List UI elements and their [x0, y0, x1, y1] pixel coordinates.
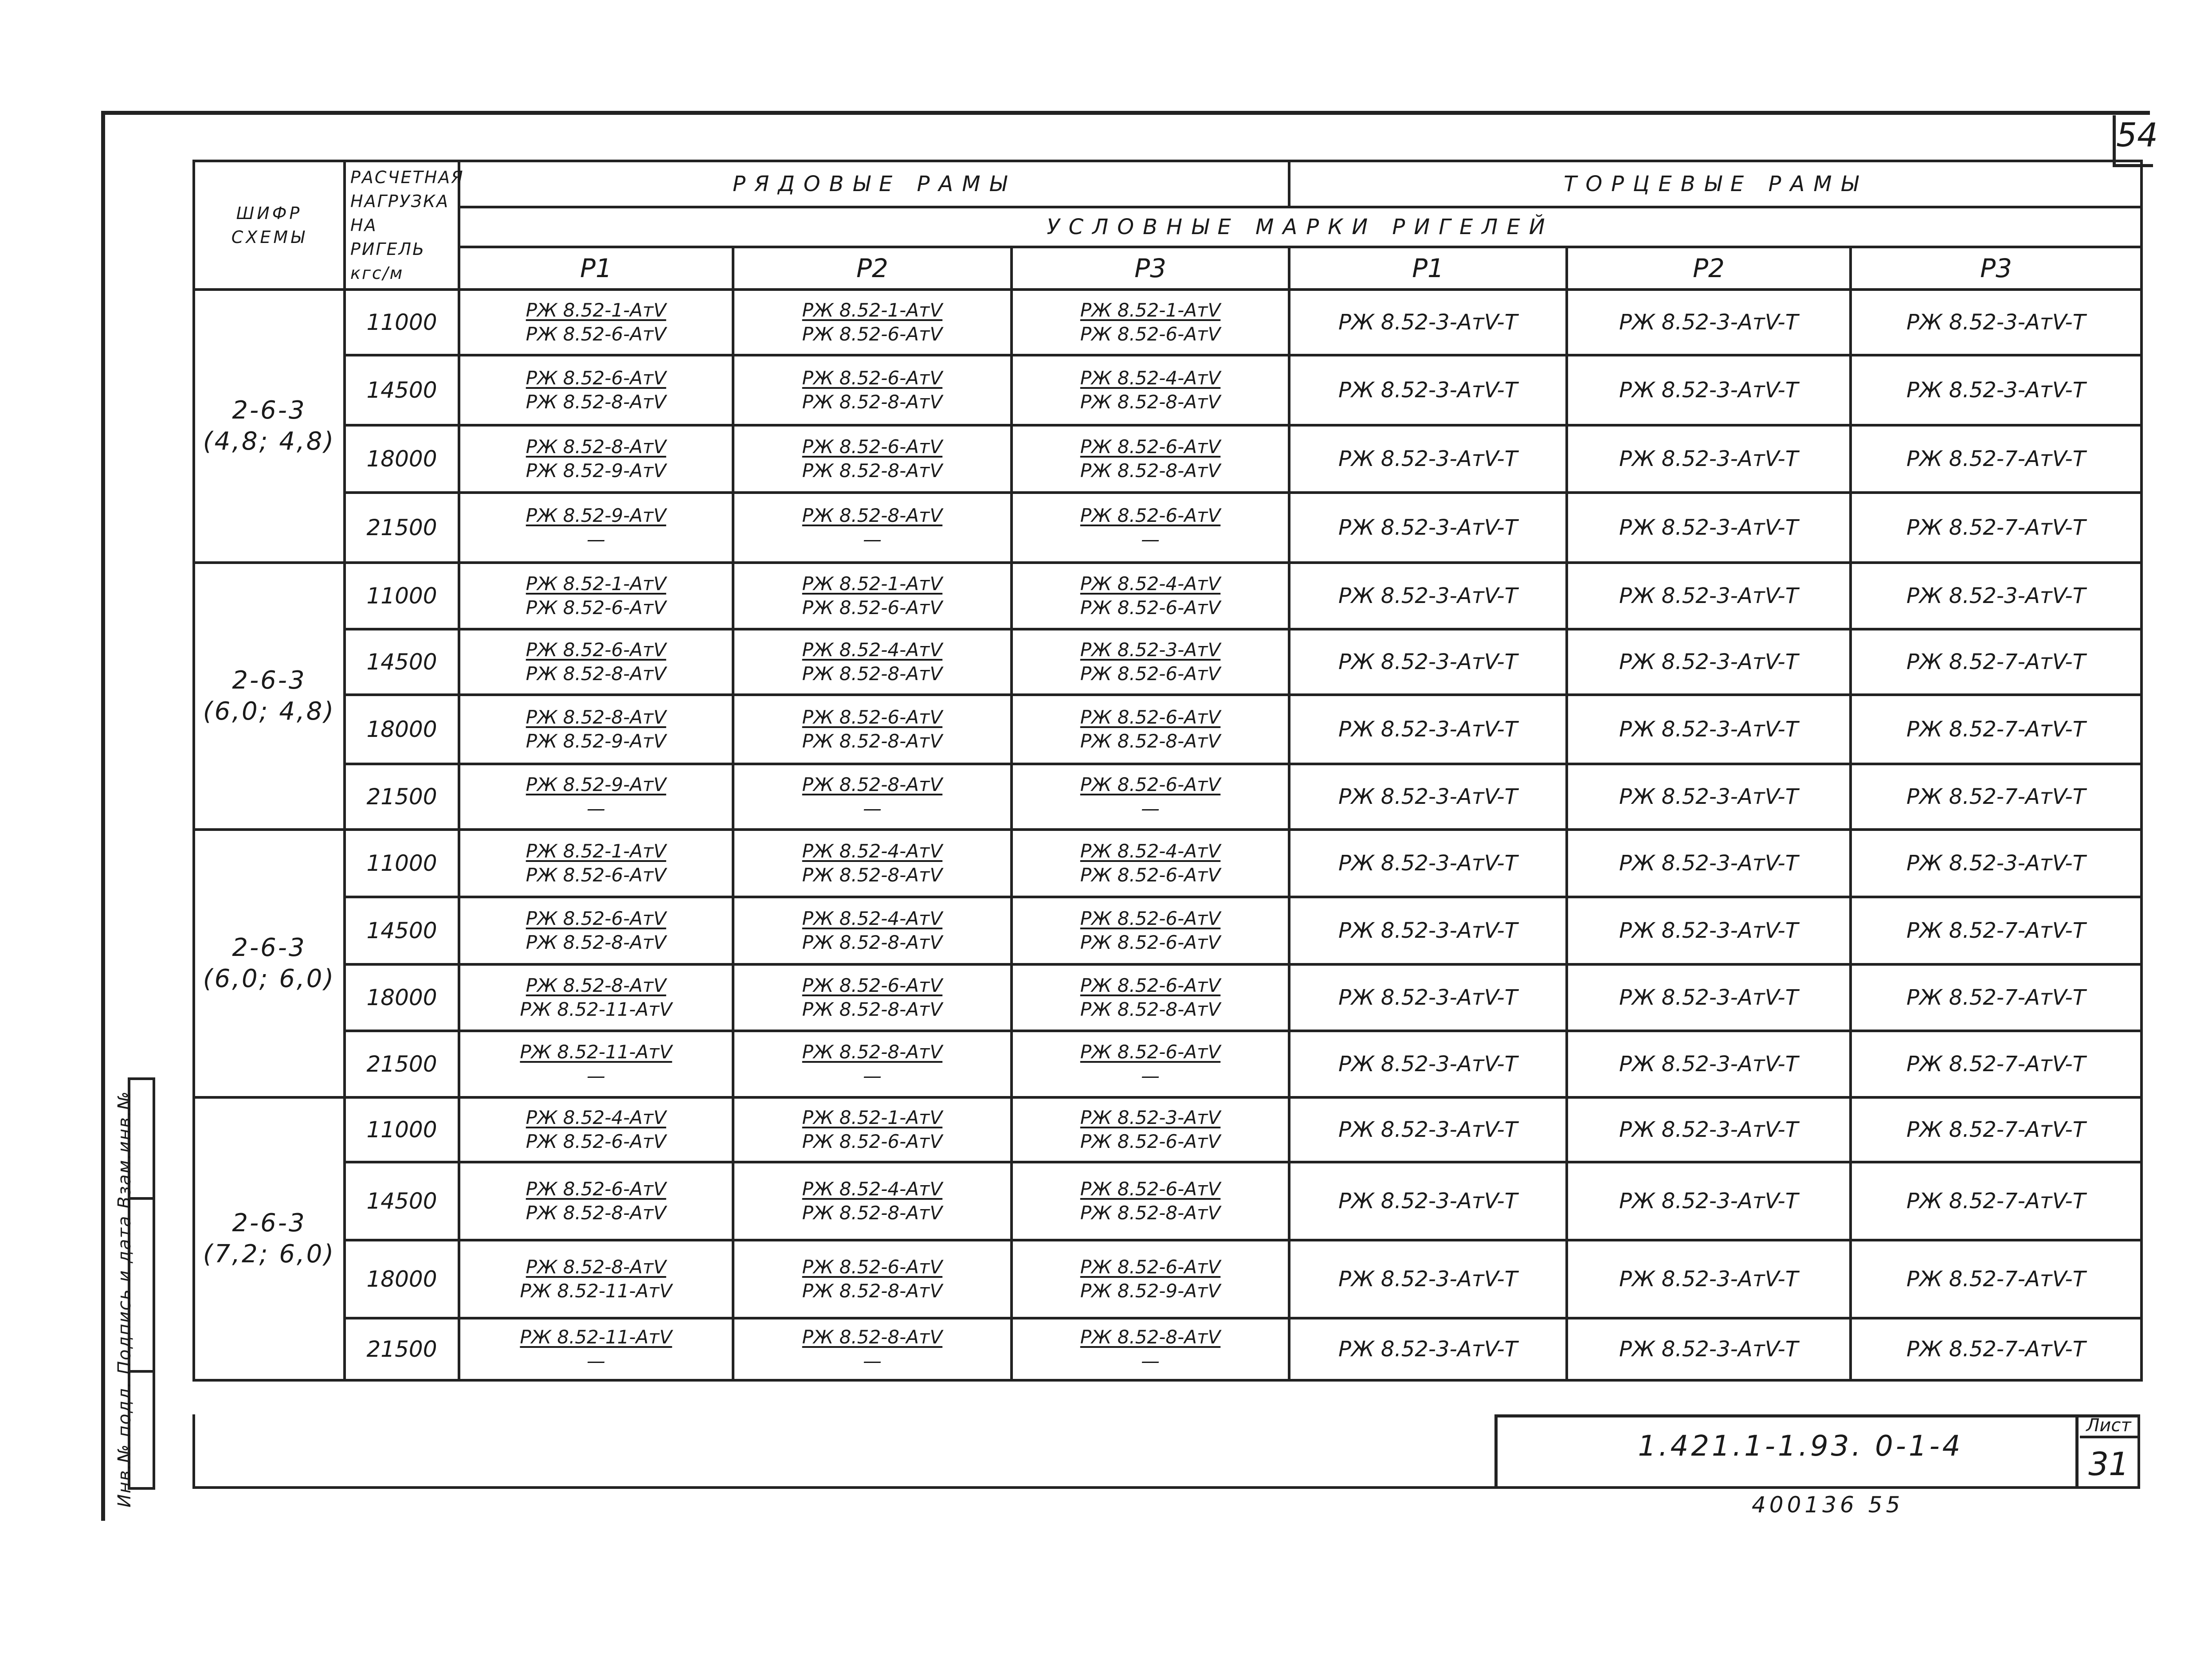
mark-lower: — [1141, 1065, 1160, 1087]
row-frame-mark-cell [459, 355, 733, 425]
row-frame-mark-cell [459, 897, 733, 964]
mark-lower: — [1141, 798, 1160, 819]
row-frame-mark-cell [459, 425, 733, 493]
frame-top-line [101, 111, 2150, 115]
row-frame-mark-cell [1012, 764, 1289, 830]
mark-upper: РЖ 8.52-6-АтV [802, 436, 943, 458]
mark-lower: — [1141, 1350, 1160, 1372]
mark-upper: РЖ 8.52-4-АтV [1080, 573, 1221, 595]
end-frame-mark-cell: РЖ 8.52-3-АтV-Т [1567, 764, 1851, 830]
scheme-code: 2-6-3 [232, 666, 306, 695]
mark-upper: РЖ 8.52-6-АтV [1080, 706, 1221, 728]
mark-upper: РЖ 8.52-6-АтV [526, 367, 667, 389]
mark-upper: РЖ 8.52-8-АтV [526, 436, 667, 458]
mark-upper: РЖ 8.52-6-АтV [1080, 975, 1221, 996]
end-frame-mark-cell: РЖ 8.52-7-АтV-Т [1851, 897, 2141, 964]
row-frame-mark-cell [1012, 425, 1289, 493]
mark-lower: РЖ 8.52-6-АтV [1080, 663, 1221, 685]
col-row-p1: Р1 [459, 247, 733, 290]
mark-upper: РЖ 8.52-6-АтV [1080, 1041, 1221, 1063]
mark-lower: — [587, 798, 605, 819]
end-frame-mark-cell: РЖ 8.52-3-АтV-Т [1567, 1240, 1851, 1318]
end-frame-mark-cell: РЖ 8.52-3-АтV-Т [1289, 1097, 1567, 1162]
load-cell: 21500 [345, 764, 459, 830]
mark-lower: РЖ 8.52-6-АтV [802, 597, 943, 619]
mark-upper: РЖ 8.52-4-АтV [1080, 840, 1221, 862]
mark-lower: РЖ 8.52-8-АтV [1080, 998, 1221, 1020]
end-frame-mark-cell: РЖ 8.52-3-АтV-Т [1567, 1162, 1851, 1240]
mark-lower: РЖ 8.52-11-АтV [520, 998, 672, 1020]
mark-upper: РЖ 8.52-6-АтV [526, 639, 667, 661]
mark-upper: РЖ 8.52-3-АтV [1080, 1107, 1221, 1128]
mark-upper: РЖ 8.52-4-АтV [802, 840, 943, 862]
mark-lower: РЖ 8.52-8-АтV [526, 663, 667, 685]
end-frame-mark-cell: РЖ 8.52-7-АтV-Т [1851, 1162, 2141, 1240]
table-row [194, 764, 2141, 830]
end-frame-mark-cell: РЖ 8.52-7-АтV-Т [1851, 425, 2141, 493]
end-frame-mark-cell: РЖ 8.52-3-АтV-Т [1567, 695, 1851, 764]
load-header [345, 161, 464, 290]
mark-upper: РЖ 8.52-1-АтV [802, 1107, 943, 1128]
mark-upper: РЖ 8.52-8-АтV [526, 706, 667, 728]
row-frame-mark-cell [733, 355, 1012, 425]
mark-lower: РЖ 8.52-8-АтV [802, 391, 943, 413]
load-header-label: РАСЧЕТНАЯ НАГРУЗКА НА РИГЕЛЬ кгс/м [350, 168, 464, 283]
row-frame-mark-cell [1012, 1318, 1289, 1380]
load-cell: 14500 [345, 1162, 459, 1240]
load-cell: 11000 [345, 830, 459, 897]
mark-lower: РЖ 8.52-9-АтV [526, 460, 667, 482]
conditional-marks-header: УСЛОВНЫЕ МАРКИ РИГЕЛЕЙ [459, 207, 2141, 247]
mark-upper: РЖ 8.52-8-АтV [802, 1041, 943, 1063]
end-frame-mark-cell: РЖ 8.52-3-АтV-Т [1851, 563, 2141, 629]
mark-upper: РЖ 8.52-6-АтV [802, 367, 943, 389]
mark-lower: РЖ 8.52-6-АтV [1080, 864, 1221, 886]
end-frame-mark-cell: РЖ 8.52-3-АтV-Т [1567, 493, 1851, 563]
end-frame-mark-cell: РЖ 8.52-3-АтV-Т [1289, 629, 1567, 695]
load-cell: 21500 [345, 1031, 459, 1097]
mark-lower: РЖ 8.52-8-АтV [526, 932, 667, 953]
mark-lower: РЖ 8.52-6-АтV [802, 323, 943, 345]
mark-upper: РЖ 8.52-6-АтV [1080, 908, 1221, 929]
scheme-spans: (6,0; 4,8) [203, 697, 336, 726]
row-frame-mark-cell [1012, 964, 1289, 1031]
table-row [194, 425, 2141, 493]
row-frame-mark-cell [733, 1097, 1012, 1162]
row-frame-mark-cell [459, 629, 733, 695]
row-frame-mark-cell [1012, 695, 1289, 764]
row-frame-mark-cell [733, 830, 1012, 897]
row-frame-mark-cell [1012, 629, 1289, 695]
mark-upper: РЖ 8.52-6-АтV [1080, 1256, 1221, 1278]
end-frame-mark-cell: РЖ 8.52-3-АтV-Т [1289, 425, 1567, 493]
row-frame-mark-cell [459, 1162, 733, 1240]
mark-lower: РЖ 8.52-6-АтV [1080, 323, 1221, 345]
load-cell: 11000 [345, 563, 459, 629]
sheet-list-label: Лист [2080, 1415, 2137, 1438]
document-code: 1.421.1-1.93. 0-1-4 [1638, 1430, 1963, 1463]
end-frames-header: ТОРЦЕВЫЕ РАМЫ [1289, 161, 2141, 207]
end-frame-mark-cell: РЖ 8.52-7-АтV-Т [1851, 1240, 2141, 1318]
end-frame-mark-cell: РЖ 8.52-3-АтV-Т [1567, 563, 1851, 629]
load-cell: 21500 [345, 493, 459, 563]
mark-lower: РЖ 8.52-8-АтV [802, 730, 943, 752]
end-frame-mark-cell: РЖ 8.52-3-АтV-Т [1289, 290, 1567, 355]
row-frame-mark-cell [1012, 563, 1289, 629]
row-frame-mark-cell [733, 695, 1012, 764]
end-frame-mark-cell: РЖ 8.52-7-АтV-Т [1851, 1097, 2141, 1162]
row-frame-mark-cell [733, 493, 1012, 563]
mark-lower: РЖ 8.52-8-АтV [526, 1202, 667, 1224]
end-frame-mark-cell: РЖ 8.52-3-АтV-Т [1567, 1318, 1851, 1380]
row-frame-mark-cell [459, 764, 733, 830]
mark-lower: — [1141, 529, 1160, 550]
mark-lower: РЖ 8.52-6-АтV [526, 597, 667, 619]
mark-upper: РЖ 8.52-4-АтV [802, 908, 943, 929]
mark-lower: РЖ 8.52-6-АтV [1080, 1131, 1221, 1152]
mark-upper: РЖ 8.52-6-АтV [802, 975, 943, 996]
row-frame-mark-cell [733, 563, 1012, 629]
end-frame-mark-cell: РЖ 8.52-7-АтV-Т [1851, 629, 2141, 695]
end-frame-mark-cell: РЖ 8.52-3-АтV-Т [1289, 493, 1567, 563]
mark-lower: — [863, 1350, 882, 1372]
row-frame-mark-cell [459, 964, 733, 1031]
table-row [194, 1031, 2141, 1097]
row-frame-mark-cell [733, 1240, 1012, 1318]
mark-lower: РЖ 8.52-8-АтV [1080, 391, 1221, 413]
mark-upper: РЖ 8.52-6-АтV [802, 706, 943, 728]
table-row [194, 1162, 2141, 1240]
end-frame-mark-cell: РЖ 8.52-3-АтV-Т [1567, 830, 1851, 897]
load-cell: 18000 [345, 695, 459, 764]
load-cell: 21500 [345, 1318, 459, 1380]
mark-upper: РЖ 8.52-6-АтV [1080, 505, 1221, 526]
table-row [194, 563, 2141, 629]
end-frame-mark-cell: РЖ 8.52-3-АтV-Т [1567, 425, 1851, 493]
row-frame-mark-cell [459, 493, 733, 563]
end-frame-mark-cell: РЖ 8.52-3-АтV-Т [1567, 897, 1851, 964]
end-frame-mark-cell: РЖ 8.52-7-АтV-Т [1851, 695, 2141, 764]
mark-lower: РЖ 8.52-9-АтV [1080, 1280, 1221, 1302]
frame-left-line [101, 111, 105, 1521]
load-cell: 18000 [345, 1240, 459, 1318]
end-frame-mark-cell: РЖ 8.52-3-АтV-Т [1567, 290, 1851, 355]
row-frame-mark-cell [1012, 830, 1289, 897]
row-frame-mark-cell [459, 290, 733, 355]
mark-upper: РЖ 8.52-8-АтV [526, 1256, 667, 1278]
end-frame-mark-cell: РЖ 8.52-3-АтV-Т [1851, 830, 2141, 897]
scheme-cell [194, 1097, 345, 1380]
load-cell: 11000 [345, 1097, 459, 1162]
mark-upper: РЖ 8.52-1-АтV [1080, 299, 1221, 321]
scheme-cell [194, 830, 345, 1097]
end-frame-mark-cell: РЖ 8.52-3-АтV-Т [1289, 1240, 1567, 1318]
load-cell: 14500 [345, 629, 459, 695]
mark-lower: РЖ 8.52-6-АтV [526, 323, 667, 345]
row-frame-mark-cell [1012, 1031, 1289, 1097]
col-end-p3: Р3 [1851, 247, 2141, 290]
mark-lower: — [587, 1350, 605, 1372]
mark-upper: РЖ 8.52-8-АтV [526, 975, 667, 996]
table-row [194, 830, 2141, 897]
sheet-list-number: 31 [2088, 1445, 2129, 1483]
mark-lower: РЖ 8.52-8-АтV [1080, 730, 1221, 752]
row-frame-mark-cell [459, 830, 733, 897]
end-frame-mark-cell: РЖ 8.52-3-АтV-Т [1567, 1031, 1851, 1097]
col-end-p2: Р2 [1567, 247, 1851, 290]
mark-upper: РЖ 8.52-6-АтV [1080, 774, 1221, 795]
mark-lower: РЖ 8.52-6-АтV [1080, 932, 1221, 953]
end-frame-mark-cell: РЖ 8.52-3-АтV-Т [1289, 695, 1567, 764]
mark-lower: — [587, 1065, 605, 1087]
end-frame-mark-cell: РЖ 8.52-3-АтV-Т [1289, 964, 1567, 1031]
table-row [194, 695, 2141, 764]
end-frame-mark-cell: РЖ 8.52-3-АтV-Т [1289, 764, 1567, 830]
end-frame-mark-cell: РЖ 8.52-7-АтV-Т [1851, 964, 2141, 1031]
end-frame-mark-cell: РЖ 8.52-3-АтV-Т [1851, 290, 2141, 355]
load-cell: 18000 [345, 964, 459, 1031]
table-row [194, 290, 2141, 355]
table-row [194, 1318, 2141, 1380]
end-frame-mark-cell: РЖ 8.52-7-АтV-Т [1851, 1318, 2141, 1380]
load-cell: 18000 [345, 425, 459, 493]
end-frame-mark-cell: РЖ 8.52-3-АтV-Т [1567, 629, 1851, 695]
table-row [194, 493, 2141, 563]
row-frame-mark-cell [733, 425, 1012, 493]
mark-lower: — [587, 529, 605, 550]
mark-upper: РЖ 8.52-6-АтV [526, 908, 667, 929]
mark-upper: РЖ 8.52-8-АтV [1080, 1326, 1221, 1348]
mark-lower: РЖ 8.52-8-АтV [802, 1202, 943, 1224]
mark-lower: РЖ 8.52-6-АтV [526, 864, 667, 886]
end-frame-mark-cell: РЖ 8.52-3-АтV-Т [1289, 563, 1567, 629]
scheme-header [194, 161, 345, 290]
mark-upper: РЖ 8.52-11-АтV [520, 1041, 672, 1063]
col-row-p3: Р3 [1012, 247, 1289, 290]
mark-upper: РЖ 8.52-11-АтV [520, 1326, 672, 1348]
mark-lower: РЖ 8.52-6-АтV [1080, 597, 1221, 619]
mark-lower: — [863, 1065, 882, 1087]
mark-upper: РЖ 8.52-4-АтV [802, 639, 943, 661]
mark-upper: РЖ 8.52-6-АтV [526, 1178, 667, 1200]
table-row [194, 355, 2141, 425]
mark-upper: РЖ 8.52-1-АтV [802, 299, 943, 321]
end-frame-mark-cell: РЖ 8.52-7-АтV-Т [1851, 1031, 2141, 1097]
mark-lower: — [863, 798, 882, 819]
scheme-spans: (6,0; 6,0) [203, 964, 336, 993]
row-frame-mark-cell [1012, 1240, 1289, 1318]
row-frame-mark-cell [1012, 1097, 1289, 1162]
mark-upper: РЖ 8.52-4-АтV [1080, 367, 1221, 389]
end-frame-mark-cell: РЖ 8.52-3-АтV-Т [1289, 830, 1567, 897]
row-frame-mark-cell [733, 764, 1012, 830]
mark-lower: РЖ 8.52-9-АтV [526, 730, 667, 752]
row-frame-mark-cell [459, 563, 733, 629]
mark-lower: РЖ 8.52-8-АтV [802, 864, 943, 886]
row-frame-mark-cell [459, 1031, 733, 1097]
mark-upper: РЖ 8.52-6-АтV [1080, 1178, 1221, 1200]
row-frame-mark-cell [733, 964, 1012, 1031]
mark-lower: РЖ 8.52-8-АтV [802, 460, 943, 482]
end-frame-mark-cell: РЖ 8.52-3-АтV-Т [1567, 964, 1851, 1031]
row-frame-mark-cell [1012, 1162, 1289, 1240]
mark-upper: РЖ 8.52-1-АтV [526, 573, 667, 595]
row-frame-mark-cell [459, 1318, 733, 1380]
end-frame-mark-cell: РЖ 8.52-3-АтV-Т [1567, 355, 1851, 425]
row-frames-header: РЯДОВЫЕ РАМЫ [459, 161, 1289, 207]
mark-upper: РЖ 8.52-6-АтV [1080, 436, 1221, 458]
row-frame-mark-cell [459, 695, 733, 764]
sheet-number: 54 [2116, 116, 2158, 154]
mark-lower: — [863, 529, 882, 550]
row-frame-mark-cell [733, 1162, 1012, 1240]
mark-upper: РЖ 8.52-4-АтV [526, 1107, 667, 1128]
mark-lower: РЖ 8.52-6-АтV [802, 1131, 943, 1152]
table-row [194, 964, 2141, 1031]
row-frame-mark-cell [1012, 355, 1289, 425]
scheme-cell [194, 290, 345, 563]
row-frame-mark-cell [733, 1318, 1012, 1380]
mark-lower: РЖ 8.52-8-АтV [1080, 460, 1221, 482]
mark-upper: РЖ 8.52-9-АтV [526, 774, 667, 795]
mark-lower: РЖ 8.52-8-АтV [802, 1280, 943, 1302]
mark-lower: РЖ 8.52-6-АтV [526, 1131, 667, 1152]
rigel-marks-table [192, 160, 2143, 1382]
row-frame-mark-cell [733, 629, 1012, 695]
scheme-code: 2-6-3 [232, 396, 306, 425]
row-frame-mark-cell [1012, 493, 1289, 563]
mark-lower: РЖ 8.52-8-АтV [1080, 1202, 1221, 1224]
end-frame-mark-cell: РЖ 8.52-3-АтV-Т [1289, 1162, 1567, 1240]
table-body [194, 290, 2141, 1380]
table-row [194, 629, 2141, 695]
table-row [194, 1240, 2141, 1318]
mark-lower: РЖ 8.52-8-АтV [802, 663, 943, 685]
mark-lower: РЖ 8.52-8-АтV [526, 391, 667, 413]
row-frame-mark-cell [733, 897, 1012, 964]
scheme-code: 2-6-3 [232, 1209, 306, 1237]
load-cell: 14500 [345, 897, 459, 964]
table-row [194, 1097, 2141, 1162]
archive-code: 400136 55 [1752, 1492, 1904, 1518]
scheme-code: 2-6-3 [232, 933, 306, 962]
end-frame-mark-cell: РЖ 8.52-3-АтV-Т [1289, 897, 1567, 964]
scheme-spans: (4,8; 4,8) [203, 427, 336, 456]
mark-lower: РЖ 8.52-11-АтV [520, 1280, 672, 1302]
row-frame-mark-cell [459, 1097, 733, 1162]
mark-upper: РЖ 8.52-1-АтV [802, 573, 943, 595]
end-frame-mark-cell: РЖ 8.52-3-АтV-Т [1851, 355, 2141, 425]
load-cell: 14500 [345, 355, 459, 425]
scheme-spans: (7,2; 6,0) [203, 1240, 336, 1269]
row-frame-mark-cell [1012, 290, 1289, 355]
scheme-cell [194, 563, 345, 830]
mark-upper: РЖ 8.52-1-АтV [526, 840, 667, 862]
col-end-p1: Р1 [1289, 247, 1567, 290]
mark-upper: РЖ 8.52-8-АтV [802, 1326, 943, 1348]
end-frame-mark-cell: РЖ 8.52-3-АтV-Т [1289, 1318, 1567, 1380]
side-stamp-text: Инв.№ подл. Подпись и дата Взам.инв.№ [114, 1090, 135, 1507]
row-frame-mark-cell [459, 1240, 733, 1318]
scheme-header-label: ШИФР СХЕМЫ [231, 204, 307, 247]
mark-upper: РЖ 8.52-1-АтV [526, 299, 667, 321]
table-row [194, 897, 2141, 964]
row-frame-mark-cell [733, 290, 1012, 355]
end-frame-mark-cell: РЖ 8.52-3-АтV-Т [1289, 355, 1567, 425]
end-frame-mark-cell: РЖ 8.52-7-АтV-Т [1851, 764, 2141, 830]
mark-lower: РЖ 8.52-8-АтV [802, 932, 943, 953]
end-frame-mark-cell: РЖ 8.52-3-АтV-Т [1567, 1097, 1851, 1162]
mark-lower: РЖ 8.52-8-АтV [802, 998, 943, 1020]
load-cell: 11000 [345, 290, 459, 355]
end-frame-mark-cell: РЖ 8.52-3-АтV-Т [1289, 1031, 1567, 1097]
mark-upper: РЖ 8.52-8-АтV [802, 774, 943, 795]
mark-upper: РЖ 8.52-6-АтV [802, 1256, 943, 1278]
mark-upper: РЖ 8.52-3-АтV [1080, 639, 1221, 661]
col-row-p2: Р2 [733, 247, 1012, 290]
end-frame-mark-cell: РЖ 8.52-7-АтV-Т [1851, 493, 2141, 563]
mark-upper: РЖ 8.52-9-АтV [526, 505, 667, 526]
row-frame-mark-cell [1012, 897, 1289, 964]
row-frame-mark-cell [733, 1031, 1012, 1097]
mark-upper: РЖ 8.52-8-АтV [802, 505, 943, 526]
mark-upper: РЖ 8.52-4-АтV [802, 1178, 943, 1200]
